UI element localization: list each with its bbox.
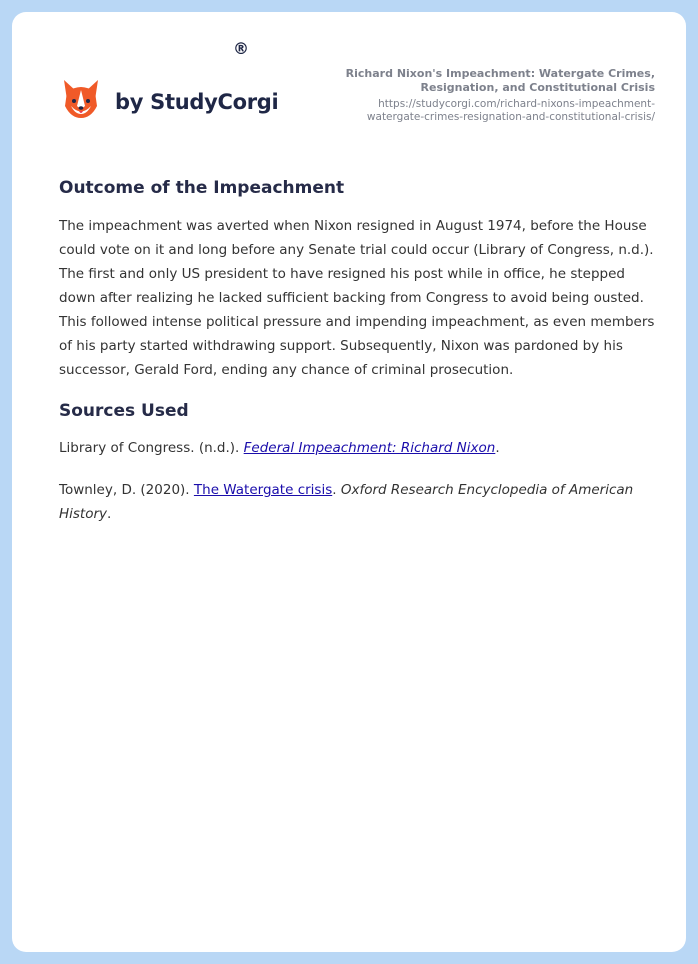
- source-suffix: .: [495, 440, 500, 456]
- document-title-line: Richard Nixon's Impeachment: Watergate Crimes,: [345, 67, 655, 80]
- corgi-logo-icon: [61, 76, 101, 120]
- source-prefix: Townley, D. (2020).: [59, 482, 194, 498]
- document-content: [59, 175, 655, 526]
- document-title-line: Resignation, and Constitutional Crisis: [420, 81, 655, 94]
- source-separator: .: [332, 482, 341, 498]
- studycorgi-logo[interactable]: [61, 76, 278, 120]
- document-url-line: https://studycorgi.com/richard-nixons-impeachment-: [378, 98, 655, 110]
- document-page: [12, 12, 686, 952]
- source-entry: [59, 478, 655, 526]
- document-url[interactable]: [325, 98, 655, 124]
- source-link[interactable]: Federal Impeachment: Richard Nixon: [243, 440, 496, 456]
- source-suffix: .: [107, 506, 112, 522]
- document-header-meta: [325, 67, 655, 124]
- source-journal: Oxford Research Encyclopedia of American History: [59, 482, 634, 522]
- brand-name: by StudyCorgi: [115, 90, 279, 114]
- sources-heading: Sources Used: [59, 401, 189, 421]
- document-url-line: watergate-crimes-resignation-and-constitutional-crisis/: [366, 111, 655, 123]
- registered-mark: ®: [233, 39, 249, 58]
- document-title: [325, 67, 655, 95]
- source-prefix: Library of Congress. (n.d.).: [59, 440, 244, 456]
- section-paragraph: The impeachment was averted when Nixon resigned in August 1974, before the House could vote on it and long before any Senate trial could occur (Library of Congress, n.d.). The first and only US president to have resigned his post while in office, he stepped down after realizing he lacked sufficient backing from Congress to avoid being ousted. This followed intense political pressure and impending impeachment, as even members of his party started withdrawing support. Subsequently, Nixon was pardoned by his successor, Gerald Ford, ending any chance of criminal prosecution.: [59, 218, 655, 378]
- source-link[interactable]: The Watergate crisis: [193, 482, 333, 498]
- section-heading-outcome: Outcome of the Impeachment: [59, 178, 345, 198]
- source-entry: [59, 436, 655, 460]
